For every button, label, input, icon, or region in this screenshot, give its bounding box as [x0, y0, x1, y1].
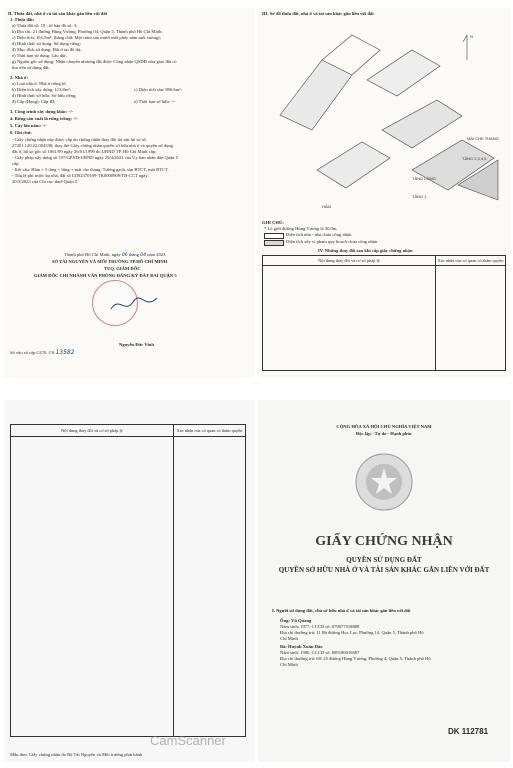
table-header: Nội dung thay đổi và cơ sở pháp lý: [11, 425, 174, 437]
owner-heading: I. Người sử dụng đất, chủ sở hữu nhà ở và tài sản khác gắn liền với đất: [272, 608, 411, 613]
national-motto: Độc lập - Tự do - Hạnh phúc: [355, 431, 413, 436]
owner-line: Ông: Vũ Quang: [280, 618, 312, 623]
note-line: 20/3/2023 của Chi cục thuế Quận 5.: [12, 179, 79, 184]
certificate-page-3: [258, 8, 510, 378]
other-line: 3. Công trình xây dựng khác: -/-: [10, 109, 74, 114]
land-line: a) Thửa đất số: 19 ; tờ bản đồ số: 3;: [12, 23, 78, 28]
land-line: c) Diện tích: 161,5m², (bằng chữ: Một trăm sáu mươi mốt phẩy năm mét vuông);: [12, 35, 161, 40]
label-tang-2345: TẦNG 2,3,4,5: [462, 156, 487, 161]
section-iii-heading: III. Sơ đồ thửa đất, nhà ở và tài sản khác gắn liền với đất: [262, 11, 374, 16]
national-title: CỘNG HÒA XÃ HỘI CHỦ NGHĨA VIỆT NAM: [336, 424, 432, 429]
other-line: 4. Rừng sản xuất là rừng trồng: -/-: [10, 116, 78, 121]
table-header: Xác nhận của cơ quan có thẩm quyền: [436, 256, 506, 266]
legend-item: * Lộ giới đường Hùng Vương là 30.0m.: [264, 226, 338, 231]
label-tang-lung: TẦNG LỬNG: [412, 176, 436, 181]
footer-note: Mẫu theo Giấy chứng nhận do Bộ Tài Nguyên và Môi trường phát hành: [10, 752, 143, 757]
legend-item: Diện tích nhà - nhà chưa công nhận: [286, 232, 352, 237]
certificate-page-4: [4, 400, 254, 762]
note-line: - Giấy chứng nhận này được cấp do chứng nhận thay đổi tài sản hồ sơ số: [12, 137, 146, 142]
owner-line: Bà: Huỳnh Xuân Đào: [280, 644, 323, 649]
house-line: đ) Cấp (Hạng): Cấp III;: [12, 99, 56, 104]
legend-swatch: [264, 240, 284, 246]
house-line: a) Loại nhà ở: Nhà ở riêng lẻ;: [12, 81, 67, 86]
land-line: b) Địa chỉ: 21 đường Hùng Vương, Phường 04, Quận 5, Thành phố Hồ Chí Minh;: [12, 29, 163, 34]
changes-table: [262, 255, 506, 371]
note-line: 27201.120.22.004338; thay thế Giấy chứng nhận quyền sở hữu nhà ở và quyền sử dụng: [12, 143, 173, 148]
document-subtitle-2: QUYỀN SỞ HỮU NHÀ Ở VÀ TÀI SẢN KHÁC GẮN LIỀN VỚI ĐẤT: [278, 566, 490, 574]
land-line: đ) Mục đích sử dụng: Đất ở tại đô thị;: [12, 47, 82, 52]
note-line: - Kết cấu: Hầm + 5 tầng + lửng + mái che thang; Tường gạch, sàn BTCT, mái BTCT.: [12, 167, 169, 172]
other-line: 5. Cây lâu năm: -/-: [10, 123, 47, 128]
table-header: Nội dung thay đổi và cơ sở pháp lý: [263, 256, 436, 266]
issue-date: Thành phố Hồ Chí Minh, ngày 06 tháng 04 năm 2023: [64, 252, 166, 258]
owner-line: Năm sinh: 1977, CCCD số: 079077018888: [280, 624, 360, 629]
house-heading: 2. Nhà ở:: [10, 75, 28, 80]
handwritten-signature: [109, 294, 159, 316]
owner-line: Chí Minh: [280, 662, 298, 667]
site-plan-diagram: [262, 20, 506, 218]
owner-line: Địa chỉ thường trú: 60/ 25 đường Hùng Vương, Phường 4, Quận 5, Thành phố Hồ: [280, 656, 431, 661]
scanner-watermark: CamScanner: [150, 733, 226, 748]
other-line: 6. Ghi chú:: [10, 130, 32, 135]
owner-line: Chí Minh: [280, 636, 298, 641]
land-line: e) Thời hạn sử dụng: Lâu dài;: [12, 53, 67, 58]
issuing-department: SỞ TÀI NGUYÊN VÀ MÔI TRƯỜNG TP.HỒ CHÍ MINH: [52, 259, 168, 264]
section-iv-heading: IV. Những thay đổi sau khi cấp giấy chứng nhận: [318, 248, 413, 253]
note-line: - Thu lệ phí trước bạ nhà, đất số LTB2370109-TK0000909/TB-CCT ngày: [12, 173, 148, 178]
section-ii-heading: II. Thửa đất, nhà ở và tài sản khác gắn liền với đất: [8, 11, 108, 16]
legend-title: GHI CHÚ:: [262, 220, 284, 225]
changes-table: [10, 424, 246, 737]
document-title: GIẤY CHỨNG NHẬN: [315, 534, 453, 549]
owner-line: Địa chỉ thường trú: 11 Bà đường Học Lạc, Phường 14, Quận 5, Thành phố Hồ: [280, 630, 424, 635]
land-line: g) Nguồn gốc sử dụng: Nhận chuyển nhượng đất được Công nhận QSDĐ như giao đất có: [12, 59, 177, 64]
table-header: Xác nhận của cơ quan có thẩm quyền: [174, 425, 246, 437]
certificate-page-2: [4, 8, 254, 378]
house-line: b) Diện tích xây dựng: 113,8m²;: [12, 87, 72, 92]
land-heading: 1. Thửa đất:: [10, 17, 35, 22]
label-ham: HẦM: [322, 204, 331, 209]
legend-item: Diện tích xây vi phạm quy hoạch chưa công nhận: [286, 239, 378, 244]
note-line: cấp.: [12, 161, 20, 166]
land-line: d) Hình thức sử dụng: Sử dụng riêng;: [12, 41, 81, 46]
label-mai-che: MÁI CHE THANG: [467, 136, 499, 141]
tuq-director: TUQ. GIÁM ĐỐC: [104, 266, 141, 271]
label-tang-1: TẦNG 1: [412, 194, 427, 199]
note-line: đất ở, hồ sơ gốc số 1061/99 ngày 26/01/1999 do UBND TP. Hồ Chí Minh cấp;: [12, 149, 157, 154]
certificate-cover-page: [258, 400, 510, 762]
owner-line: Năm sinh: 1980, CCCD số: 089180016687: [280, 650, 360, 655]
house-right-line: c) Diện tích sàn: 896,6m²;: [134, 87, 182, 92]
note-line: - Giấy phép xây dựng số 197/GPXD-UBND ngày 29/4/2021 của Ủy ban nhân dân Quận 5: [12, 155, 178, 160]
signer-name: Nguyễn Đức Vinh: [119, 342, 154, 347]
svg-text:N: N: [470, 34, 473, 39]
branch-director: GIÁM ĐỐC CHI NHÁNH VĂN PHÒNG ĐĂNG KÝ ĐẤT ĐAI QUẬN 5: [34, 273, 177, 278]
national-emblem: [354, 452, 414, 512]
legend-swatch: [264, 233, 284, 239]
cert-number: Số vào sổ cấp GCN: CS 13582: [10, 349, 75, 356]
document-subtitle-1: QUYỀN SỬ DỤNG ĐẤT: [346, 556, 422, 564]
house-line: d) Hình thức sở hữu: Sở hữu riêng;: [12, 93, 77, 98]
land-line: thu tiền sử dụng đất;: [12, 65, 50, 70]
house-right-line: e) Thời hạn sở hữu: -/-: [134, 99, 176, 104]
serial-number: DK 112781: [448, 727, 489, 736]
